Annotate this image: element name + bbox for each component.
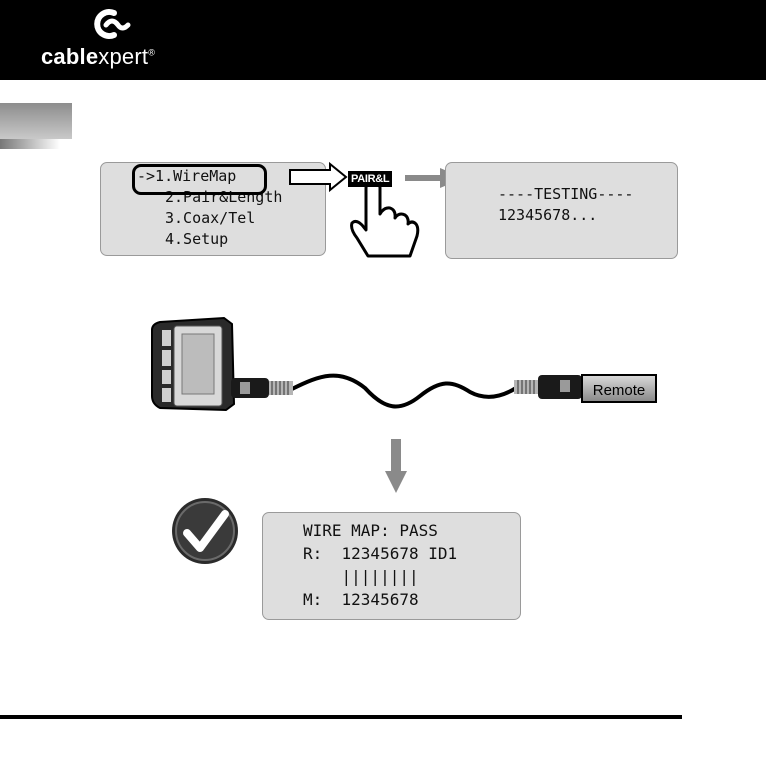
menu-item-wiremap: ->1.WireMap [137,167,237,185]
pair-length-button: PAIR&L [348,171,392,187]
remote-unit-label: Remote [581,374,657,403]
result-lcd-screen [262,512,521,620]
left-rj45-plug [231,378,293,398]
menu-item-setup: 4.Setup [165,230,229,248]
result-row-pins: |||||||| [303,567,419,586]
testing-progress: 12345678... [498,206,598,224]
pointing-hand-icon [352,181,418,256]
right-rj45-plug [514,375,582,399]
testing-lcd-screen [445,162,678,259]
result-row-r: R: 12345678 ID1 [303,544,458,563]
hollow-arrow-icon [290,164,346,190]
cable-tester-device [152,318,234,410]
result-title: WIRE MAP: PASS [303,521,438,540]
result-row-m: M: 12345678 [303,590,419,609]
bottom-rule [0,715,682,719]
checkmark-icon [172,498,238,564]
brand-name-bold: cable [41,44,99,69]
testing-title: ----TESTING---- [498,185,634,203]
network-cable [292,376,516,407]
down-arrow-icon [385,439,407,493]
menu-item-coax-tel: 3.Coax/Tel [165,209,256,227]
brand-name-rest: xpert [98,44,149,69]
menu-item-pair-length: 2.Pair&Length [165,188,283,206]
registered-mark: ® [148,47,156,58]
